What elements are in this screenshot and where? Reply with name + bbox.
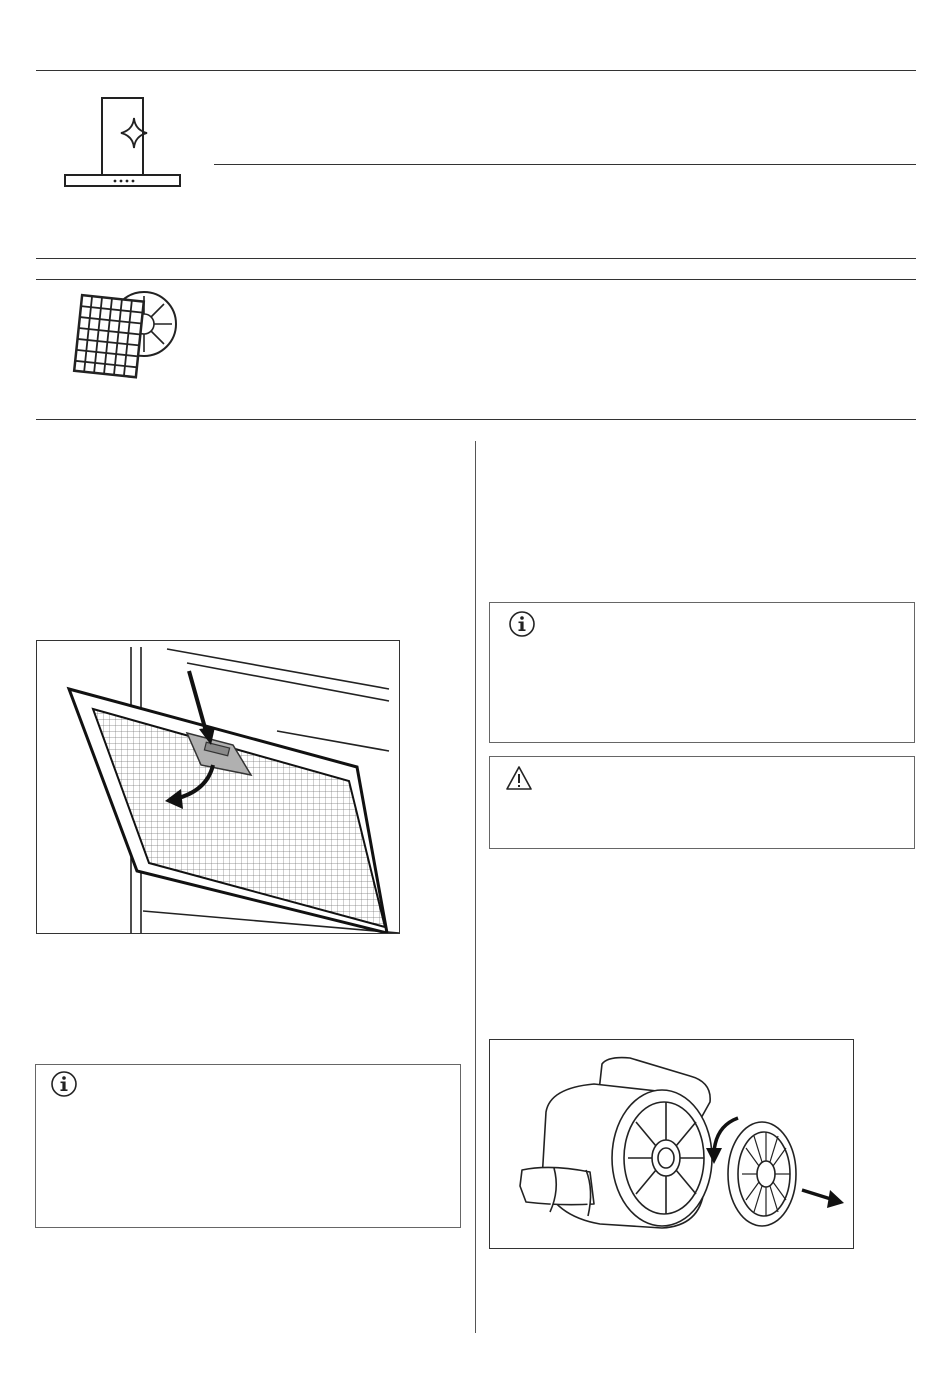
- charcoal-filter-removal-illustration: [489, 1039, 854, 1249]
- info-box-right: [489, 602, 915, 743]
- info-icon: [508, 610, 536, 638]
- info-icon: [50, 1070, 78, 1098]
- grease-filter-and-charcoal-filter-icon: [64, 288, 182, 388]
- section-rule-inner: [214, 164, 916, 165]
- column-divider: [475, 441, 476, 1333]
- section-rule-2: [36, 279, 916, 280]
- cooker-hood-sparkle-icon: [60, 96, 184, 190]
- top-rule: [36, 70, 916, 71]
- section-rule-3: [36, 419, 916, 420]
- section-rule-1: [36, 258, 916, 259]
- warning-triangle-icon: [505, 765, 533, 791]
- grease-filter-removal-illustration: [36, 640, 400, 934]
- info-box-left: [35, 1064, 461, 1228]
- warning-box-right: [489, 756, 915, 849]
